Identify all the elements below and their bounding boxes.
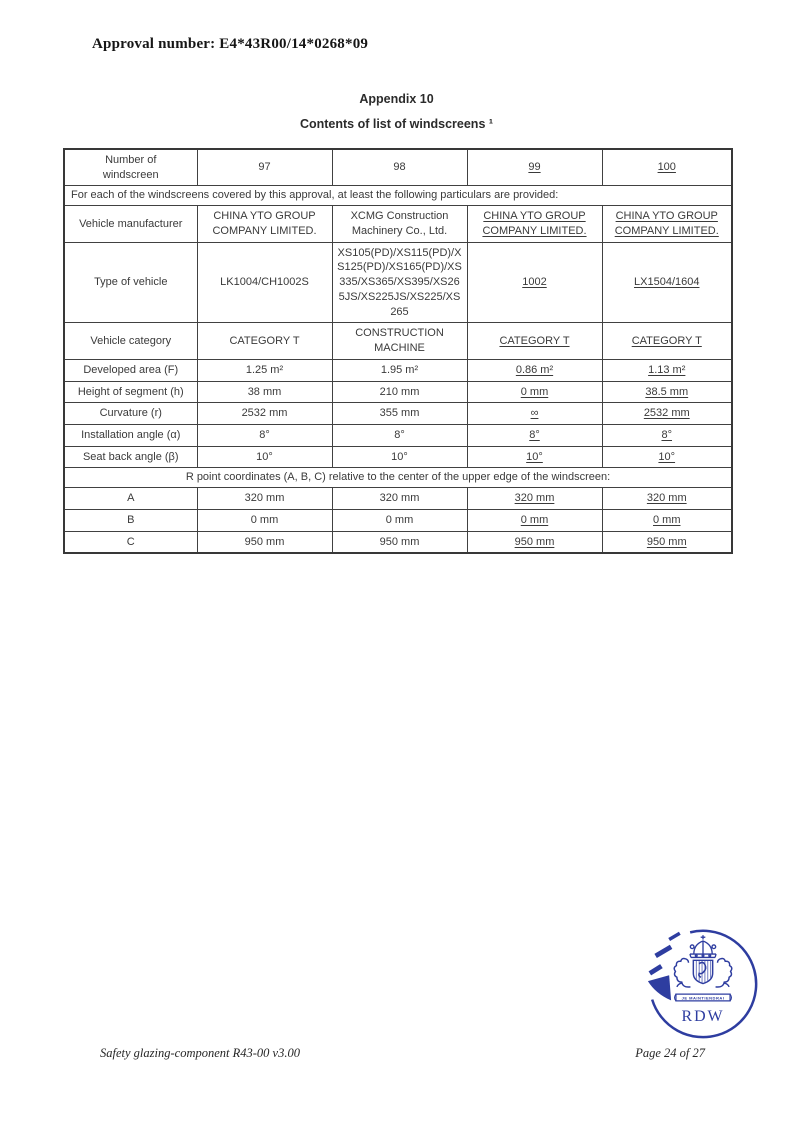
value-cell: 320 mm — [197, 488, 332, 510]
value-cell: 8° — [602, 425, 732, 447]
value-cell: 1.13 m² — [602, 359, 732, 381]
table-row — [64, 403, 732, 425]
row-label: Height of segment (h) — [64, 381, 197, 403]
appendix-title: Appendix 10 — [359, 92, 434, 106]
row-label: A — [64, 488, 197, 510]
value-cell: 0 mm — [332, 509, 467, 531]
value-cell: 0 mm — [197, 509, 332, 531]
stamp-wedge — [648, 975, 671, 1000]
value-cell: 8° — [467, 425, 602, 447]
value-cell: ∞ — [467, 403, 602, 425]
table-row — [64, 446, 732, 468]
approval-number: Approval number: E4*43R00/14*0268*09 — [92, 36, 369, 52]
value-cell: 100 — [602, 149, 732, 186]
table-row — [64, 359, 732, 381]
row-label: Developed area (F) — [64, 359, 197, 381]
value-cell: XCMG Construction Machinery Co., Ltd. — [332, 206, 467, 242]
value-cell: CONSTRUCTION MACHINE — [332, 323, 467, 359]
value-cell: CATEGORY T — [602, 323, 732, 359]
value-cell: 0 mm — [602, 509, 732, 531]
row-label: Number of windscreen — [64, 149, 197, 186]
page-subtitle: Contents of list of windscreens ¹ — [299, 117, 494, 131]
value-cell: 0 mm — [467, 381, 602, 403]
lion-right-icon — [716, 958, 732, 987]
value-cell: 8° — [332, 425, 467, 447]
windscreen-table-body — [64, 149, 732, 553]
motto-text: JE MAINTIENDRAI — [681, 995, 725, 1001]
footer-page-number: Page 24 of 27 — [635, 1046, 705, 1060]
row-label: Curvature (r) — [64, 403, 197, 425]
value-cell: 950 mm — [332, 531, 467, 553]
value-cell: 320 mm — [602, 488, 732, 510]
value-cell: 210 mm — [332, 381, 467, 403]
table-row — [64, 206, 732, 242]
rdw-stamp — [645, 926, 761, 1042]
table-row — [64, 468, 732, 488]
value-cell: 950 mm — [602, 531, 732, 553]
value-cell: 950 mm — [197, 531, 332, 553]
value-cell: 320 mm — [332, 488, 467, 510]
shield-icon — [693, 960, 712, 984]
row-label: Seat back angle (β) — [64, 446, 197, 468]
table-row — [64, 531, 732, 553]
value-cell: 1002 — [467, 242, 602, 323]
value-cell: 320 mm — [467, 488, 602, 510]
value-cell: 0 mm — [467, 509, 602, 531]
table-row — [64, 323, 732, 359]
row-label: Type of vehicle — [64, 242, 197, 323]
row-label: Vehicle category — [64, 323, 197, 359]
value-cell: 2532 mm — [197, 403, 332, 425]
lion-left-icon — [674, 958, 690, 987]
value-cell: 97 — [197, 149, 332, 186]
value-cell: 0.86 m² — [467, 359, 602, 381]
table-row — [64, 381, 732, 403]
table-row — [64, 242, 732, 323]
windscreen-table — [63, 148, 733, 554]
value-cell: CATEGORY T — [197, 323, 332, 359]
table-row — [64, 186, 732, 206]
value-cell: LX1504/1604 — [602, 242, 732, 323]
row-label: C — [64, 531, 197, 553]
value-cell: CHINA YTO GROUP COMPANY LIMITED. — [467, 206, 602, 242]
value-cell: 355 mm — [332, 403, 467, 425]
value-cell: 10° — [197, 446, 332, 468]
value-cell: 8° — [197, 425, 332, 447]
value-cell: 10° — [602, 446, 732, 468]
value-cell: 10° — [467, 446, 602, 468]
table-span-cell: For each of the windscreens covered by this approval, at least the following particulars are provided: — [64, 186, 732, 206]
table-row — [64, 488, 732, 510]
value-cell: 1.95 m² — [332, 359, 467, 381]
value-cell: CHINA YTO GROUP COMPANY LIMITED. — [602, 206, 732, 242]
table-row — [64, 425, 732, 447]
value-cell: 38.5 mm — [602, 381, 732, 403]
row-label: B — [64, 509, 197, 531]
value-cell: 1.25 m² — [197, 359, 332, 381]
value-cell: 38 mm — [197, 381, 332, 403]
table-span-cell: R point coordinates (A, B, C) relative to the center of the upper edge of the windscreen: — [64, 468, 732, 488]
table-row — [64, 149, 732, 186]
value-cell: LK1004/CH1002S — [197, 242, 332, 323]
row-label: Vehicle manufacturer — [64, 206, 197, 242]
value-cell: 2532 mm — [602, 403, 732, 425]
value-cell: CHINA YTO GROUP COMPANY LIMITED. — [197, 206, 332, 242]
footer-document-version: Safety glazing-component R43-00 v3.00 — [100, 1046, 300, 1060]
value-cell: 950 mm — [467, 531, 602, 553]
value-cell: CATEGORY T — [467, 323, 602, 359]
value-cell: 99 — [467, 149, 602, 186]
value-cell: 10° — [332, 446, 467, 468]
row-label: Installation angle (α) — [64, 425, 197, 447]
table-row — [64, 509, 732, 531]
crown-icon — [690, 935, 716, 957]
rdw-stamp-icon — [645, 926, 761, 1042]
value-cell: XS105(PD)/XS115(PD)/XS125(PD)/XS165(PD)/XS335/XS365/XS395/XS265JS/XS225JS/XS225/XS265 — [332, 242, 467, 323]
motto-banner — [674, 994, 731, 1001]
rdw-text: RDW — [681, 1008, 725, 1026]
value-cell: 98 — [332, 149, 467, 186]
